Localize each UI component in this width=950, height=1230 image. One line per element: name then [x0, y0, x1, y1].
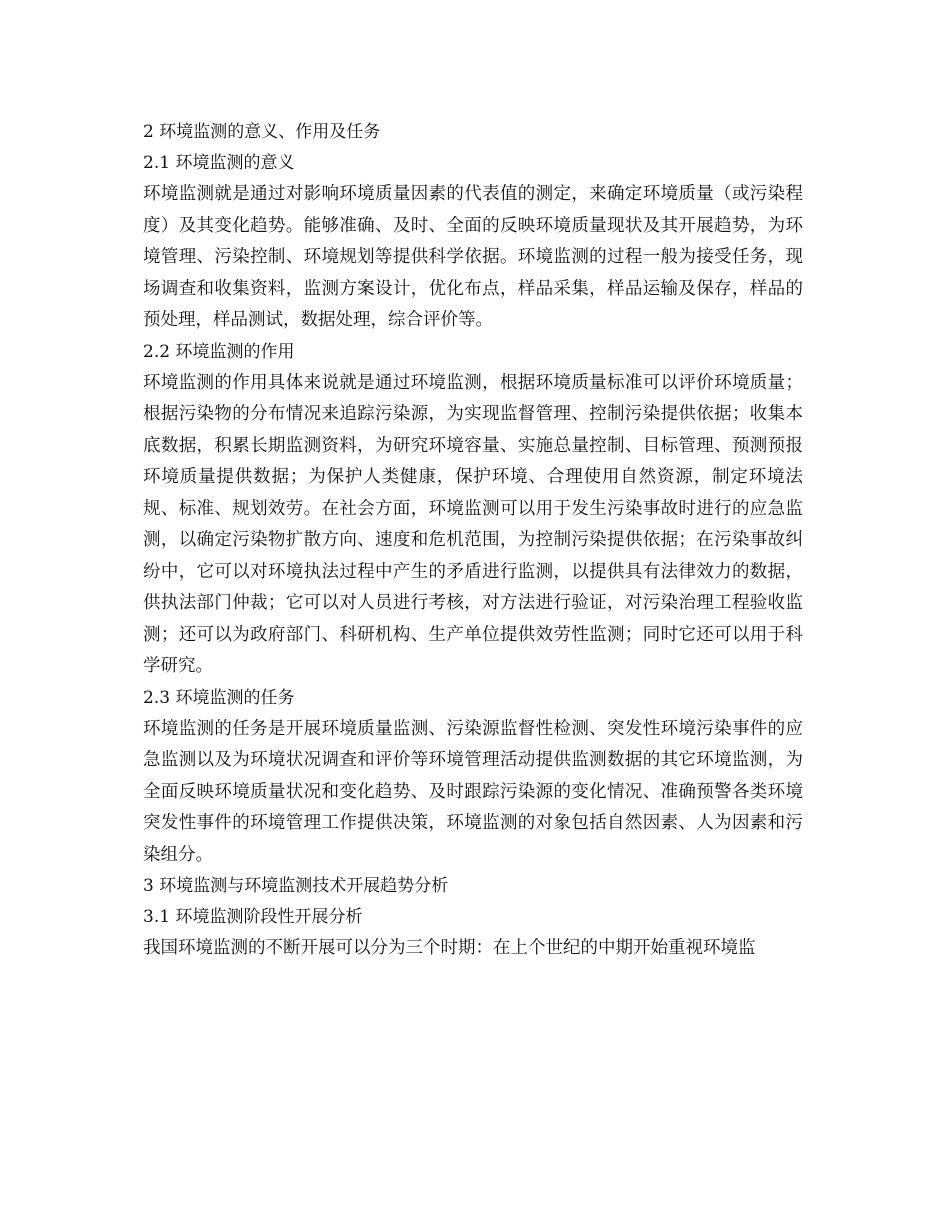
section-2-2-paragraph: 环境监测的作用具体来说就是通过环境监测，根据环境质量标准可以评价环境质量；根据污染物的分布情况来追踪污染源，为实现监督管理、控制污染提供依据；收集本底数据，积累长期监测资料，为研究环境容量、实施总量控制、目标管理、预测预报环境质量提供数据；为保护人类健康，保护环境、合理使用自然资源，制定环境法规、标准、规划效劳。在社会方面，环境监测可以用于发生污染事故时进行的应急监测，以确定污染物扩散方向、速度和危机范围，为控制污染提供依据；在污染事故纠纷中，它可以对环境执法过程中产生的矛盾进行监测，以提供具有法律效力的数据，供执法部门仲裁；它可以对人员进行考核，对方法进行验证，对污染治理工程验收监测；还可以为政府部门、科研机构、生产单位提供效劳性监测；同时它还可以用于科学研究。: [143, 372, 803, 676]
section-2-3-heading: 2.3 环境监测的任务: [143, 687, 295, 708]
section-2-heading: 2 环境监测的意义、作用及任务: [143, 122, 381, 142]
section-3-1-heading: 3.1 环境监测阶段性开展分析: [143, 907, 363, 927]
section-2-1-heading: 2.1 环境监测的意义: [143, 153, 295, 173]
section-2-1-paragraph: 环境监测就是通过对影响环境质量因素的代表值的测定，来确定环境质量（或污染程度）及其变化趋势。能够准确、及时、全面的反映环境质量现状及其开展趋势，为环境管理、污染控制、环境规划等提供科学依据。环境监测的过程一般为接受任务，现场调查和收集资料，监测方案设计，优化布点，样品采集，样品运输及保存，样品的预处理，样品测试，数据处理，综合评价等。: [143, 184, 803, 330]
section-2-3-paragraph: 环境监测的任务是开展环境质量监测、污染源监督性检测、突发性环境污染事件的应急监测以及为环境状况调查和评价等环境管理活动提供监测数据的其它环境监测，为全面反映环境质量状况和变化趋势、及时跟踪污染源的变化情况、准确预警各类环境突发性事件的环境管理工作提供决策，环境监测的对象包括自然因素、人为因素和污染组分。: [143, 718, 803, 865]
document-page: [143, 117, 803, 965]
section-2-2-heading: 2.2 环境监测的作用: [143, 341, 295, 362]
section-3-heading: 3 环境监测与环境监测技术开展趋势分析: [143, 876, 449, 896]
section-3-1-paragraph: 我国环境监测的不断开展可以分为三个时期：在上个世纪的中期开始重视环境监: [143, 938, 756, 958]
